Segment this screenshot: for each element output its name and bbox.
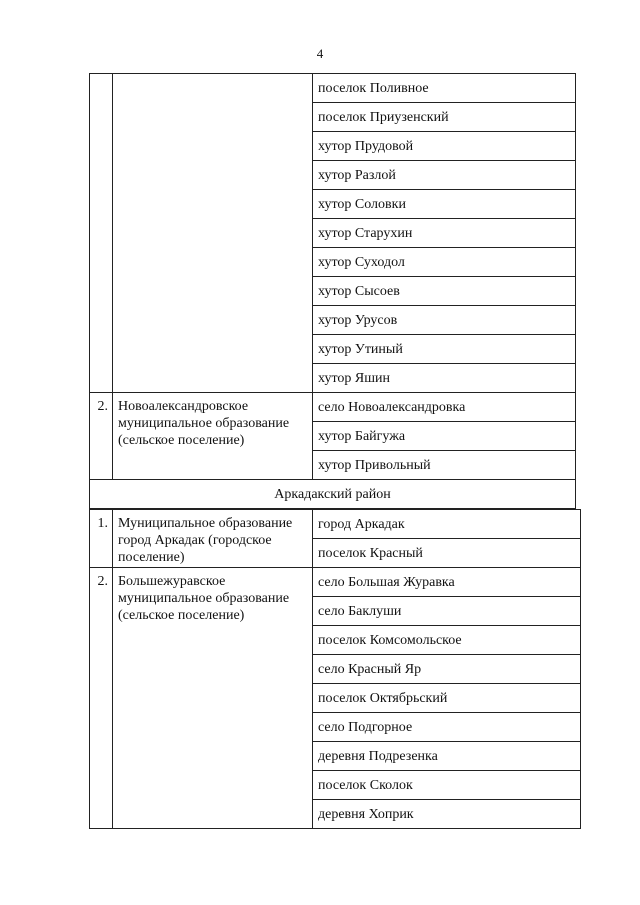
- settlement-name: хутор Старухин: [313, 219, 576, 248]
- municipality-name: Муниципальное образование город Аркадак (городское поселение): [113, 510, 313, 568]
- settlement-name: хутор Прудовой: [313, 132, 576, 161]
- settlement-name: хутор Привольный: [313, 451, 576, 480]
- settlement-name: хутор Суходол: [313, 248, 576, 277]
- row-number: 1.: [90, 510, 113, 568]
- row-number: 2.: [90, 568, 113, 829]
- row-number: [90, 74, 113, 393]
- settlement-row: [90, 510, 581, 539]
- municipality-name: Новоалександровское муниципальное образование (сельское поселение): [113, 393, 313, 480]
- settlement-name: село Большая Журавка: [313, 568, 581, 597]
- settlement-row: [90, 393, 576, 422]
- settlement-name: поселок Приузенский: [313, 103, 576, 132]
- settlement-name: хутор Яшин: [313, 364, 576, 393]
- settlement-name: хутор Разлой: [313, 161, 576, 190]
- settlement-name: поселок Октябрьский: [313, 684, 581, 713]
- page-number: 4: [316, 46, 324, 61]
- settlement-row: [90, 568, 581, 597]
- settlement-name: хутор Урусов: [313, 306, 576, 335]
- row-number: 2.: [90, 393, 113, 480]
- settlement-name: поселок Сколок: [313, 771, 581, 800]
- settlement-name: село Подгорное: [313, 713, 581, 742]
- settlements-table-top: [89, 73, 576, 509]
- district-row: [90, 480, 576, 509]
- settlement-name: село Баклуши: [313, 597, 581, 626]
- settlement-name: деревня Хоприк: [313, 800, 581, 829]
- settlement-name: деревня Подрезенка: [313, 742, 581, 771]
- settlement-name: поселок Комсомольское: [313, 626, 581, 655]
- settlement-row: [90, 74, 576, 103]
- settlement-name: поселок Поливное: [313, 74, 576, 103]
- district-heading: Аркадакский район: [90, 480, 576, 509]
- settlement-name: хутор Байгужа: [313, 422, 576, 451]
- municipality-name: Большежуравское муниципальное образование (сельское поселение): [113, 568, 313, 829]
- settlement-name: поселок Красный: [313, 539, 581, 568]
- settlements-table-bottom: [89, 509, 581, 829]
- settlement-name: село Красный Яр: [313, 655, 581, 684]
- settlement-name: село Новоалександровка: [313, 393, 576, 422]
- settlement-name: хутор Сысоев: [313, 277, 576, 306]
- settlement-name: хутор Утиный: [313, 335, 576, 364]
- settlement-name: хутор Соловки: [313, 190, 576, 219]
- municipality-name: [113, 74, 313, 393]
- settlement-name: город Аркадак: [313, 510, 581, 539]
